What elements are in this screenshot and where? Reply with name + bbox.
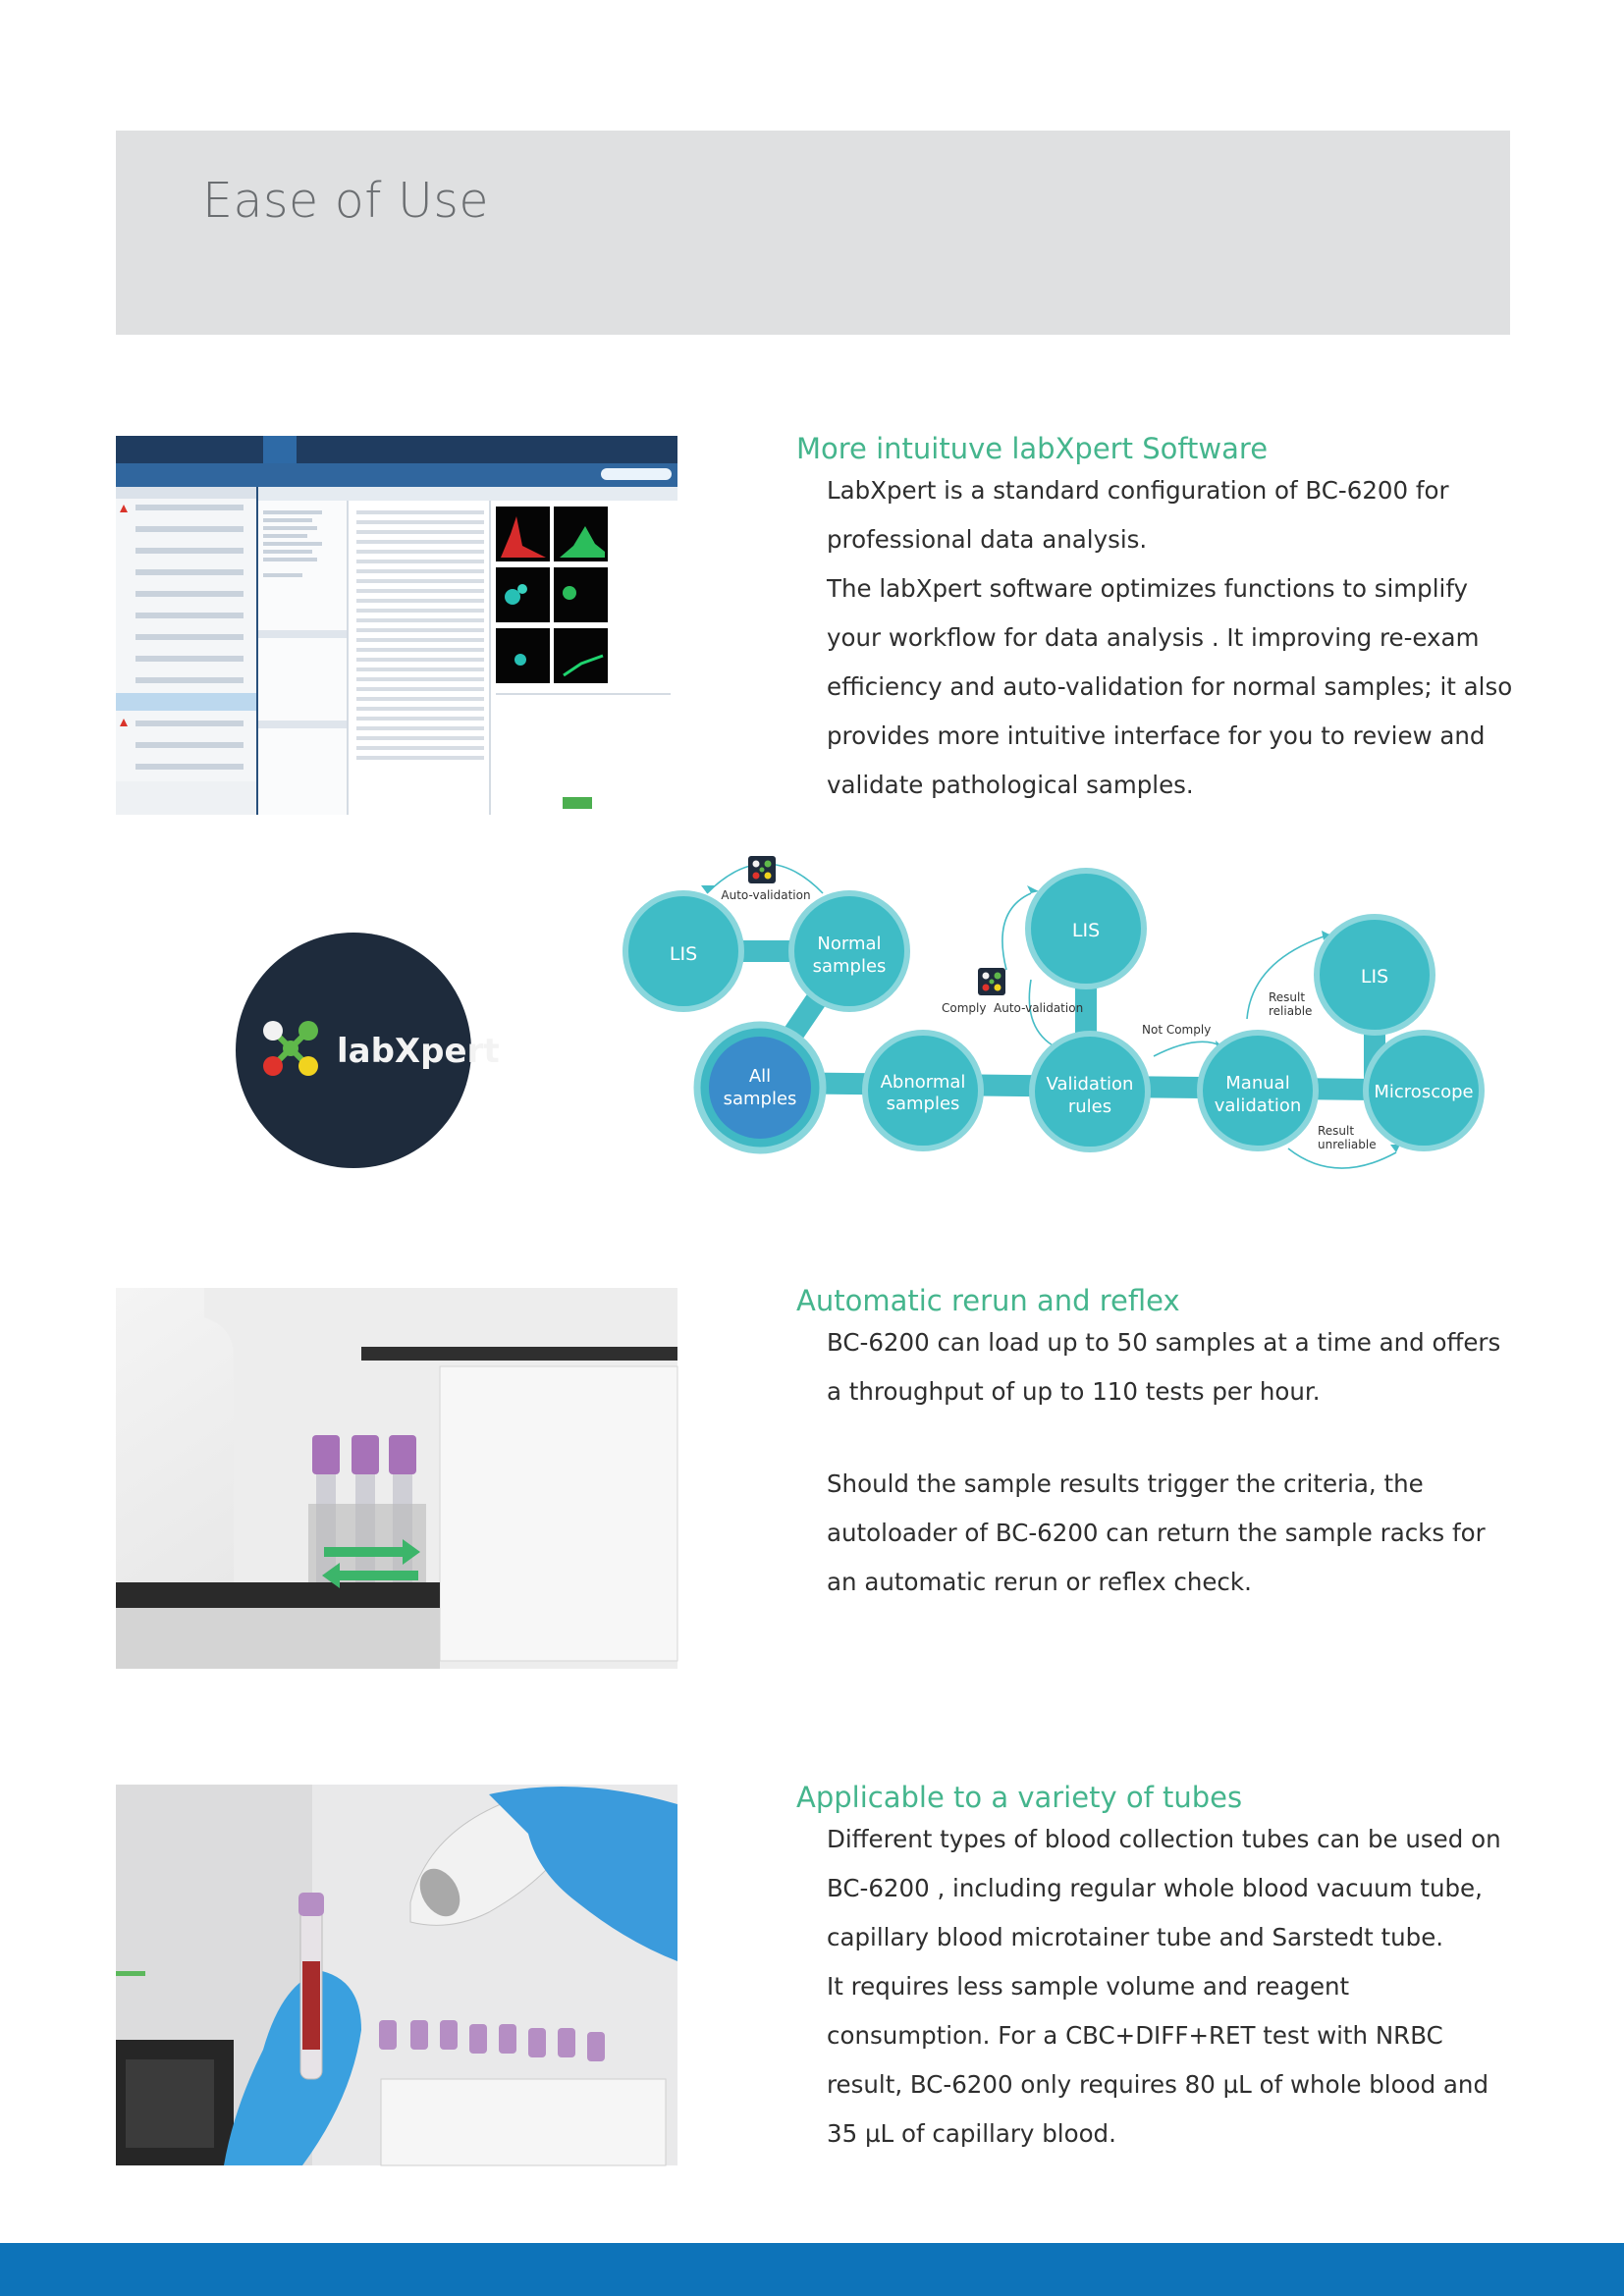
section-body-rerun [827,1318,1514,1607]
labxpert-mini-icon-top [748,856,776,883]
label-result-unreliable-2: unreliable [1318,1138,1377,1151]
tubes-paragraph-2: It requires less sample volume and reagent consumption. For a CBC+DIFF+RET test with NRBC result, BC-6200 only requires 80 µL of whole blood and 35 µL of capillary blood. [827,1972,1489,2148]
label-result-reliable-1: Result [1269,990,1306,1004]
tube-scanning-graphic [116,1785,677,2165]
node-lis-2-label: LIS [1071,920,1101,941]
node-manual-label-2: validation [1214,1095,1302,1116]
node-validation-label-2: rules [1067,1096,1112,1117]
node-lis-3-label: LIS [1360,966,1389,988]
node-all-samples [709,1037,811,1139]
page-title: Ease of Use [202,173,490,229]
node-manual-label-1: Manual [1225,1073,1290,1094]
tube-scanning-photo [116,1785,677,2165]
label-comply: Comply [942,1001,987,1015]
software-paragraph-2: The labXpert software optimizes functions to simplify your workflow for data analysis . It improving re-exam efficiency and auto-validation for normal samples; it also provides more intuitive interface for you to review and validate pathological samples. [827,574,1513,799]
label-auto-validation-mid: Auto-validation [994,1001,1084,1015]
label-result-unreliable-1: Result [1318,1124,1355,1138]
labxpert-mini-icon-mid [978,968,1005,995]
validation-workflow-diagram [609,842,1492,1196]
section-body-software [827,466,1514,810]
label-result-reliable-2: reliable [1269,1004,1313,1018]
section-body-tubes [827,1815,1514,2159]
node-all-label-2: samples [723,1089,797,1109]
header-band [116,131,1510,335]
section-title-tubes: Applicable to a variety of tubes [796,1781,1243,1814]
label-auto-validation-top: Auto-validation [721,888,811,902]
rerun-paragraph-2: Should the sample results trigger the criteria, the autoloader of BC-6200 can return the sample racks for an automatic rerun or reflex check. [827,1469,1486,1596]
node-lis-1-label: LIS [669,943,698,965]
node-normal-label-2: samples [812,956,887,977]
section-title-software: More intuituve labXpert Software [796,432,1269,465]
blood-tube [298,1893,324,2079]
software-paragraph-1: LabXpert is a standard configuration of BC-6200 for professional data analysis. [827,476,1449,554]
software-screenshot-graphic [116,436,677,815]
tubes-paragraph-1: Different types of blood collection tubes can be used on BC-6200 , including regular whole blood vacuum tube, capillary blood microtainer tube and Sarstedt tube. [827,1825,1501,1951]
logo-text: labXpert [337,1032,500,1071]
labxpert-logo [236,933,500,1168]
labxpert-software-screenshot [116,436,677,815]
node-normal-label-1: Normal [817,934,882,954]
node-abnormal-label-2: samples [886,1094,960,1114]
node-abnormal-label-1: Abnormal [880,1072,966,1093]
node-validation-label-1: Validation [1046,1074,1134,1095]
label-not-comply: Not Comply [1142,1023,1212,1037]
node-all-label-1: All [748,1066,772,1087]
rerun-paragraph-gap [827,1416,1514,1460]
rerun-paragraph-1: BC-6200 can load up to 50 samples at a time and offers a throughput of up to 110 tests per hour. [827,1328,1501,1406]
section-title-rerun: Automatic rerun and reflex [796,1284,1180,1317]
autoloader-photo [116,1288,677,1669]
node-microscope-label: Microscope [1374,1082,1474,1102]
autoloader-graphic [116,1288,677,1669]
footer-bar [0,2243,1624,2296]
